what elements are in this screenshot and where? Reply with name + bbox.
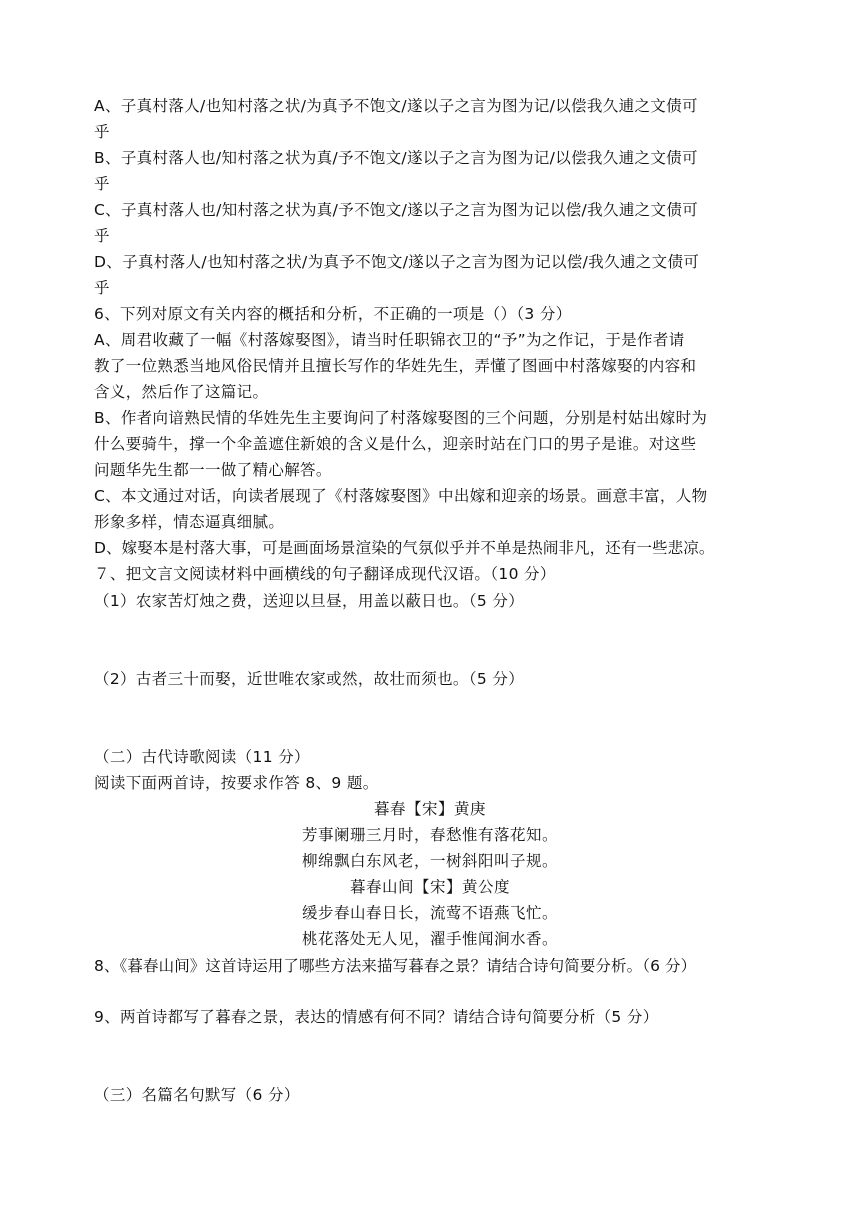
q6-option-a-line1: A、周君收藏了一幅《村落嫁娶图》，请当时任职锦衣卫的“予”为之作记，于是作者请: [94, 331, 685, 349]
q9-stem: 9、两首诗都写了暮春之景，表达的情感有何不同？请结合诗句简要分析（5 分）: [94, 1008, 659, 1026]
q5-option-c-line2: 乎: [94, 227, 110, 245]
q5-option-b-line2: 乎: [94, 175, 110, 193]
q7-sentence-1: （1）农家苦灯烛之费，送迎以旦昼，用盖以蔽日也。（5 分）: [94, 592, 525, 610]
q6-option-a-line2: 教了一位熟悉当地风俗民情并且擅长写作的华姓先生，弄懂了图画中村落嫁娶的内容和: [94, 357, 697, 375]
q6-option-b-line3: 问题华先生都一一做了精心解答。: [94, 461, 332, 479]
q6-option-c-line2: 形象多样，情态逼真细腻。: [94, 513, 285, 531]
q5-option-d-line2: 乎: [94, 279, 110, 297]
section2-intro: 阅读下面两首诗，按要求作答 8、9 题。: [94, 774, 379, 792]
q5-option-a-line2: 乎: [94, 123, 110, 141]
poem2-line1: 缓步春山春日长，流莺不语燕飞忙。: [301, 904, 558, 922]
q6-option-b-line2: 什么要骑牛，撑一个伞盖遮住新娘的含义是什么，迎亲时站在门口的男子是谁。对这些: [94, 435, 697, 453]
q7-stem: ７、把文言文阅读材料中画横线的句子翻译成现代汉语。（10 分）: [94, 565, 556, 583]
section2-heading: （二）古代诗歌阅读（11 分）: [94, 748, 310, 766]
q7-sentence-2: （2）古者三十而娶，近世唯农家或然，故壮而须也。（5 分）: [94, 670, 525, 688]
q5-option-c-line1: C、子真村落人也/知村落之状为真/予不饱文/遂以子之言为图为记以偿/我久逋之文债可: [94, 201, 699, 219]
section3-heading: （三）名篇名句默写（6 分）: [94, 1086, 300, 1104]
q5-option-d-line1: D、子真村落人/也知村落之状/为真予不饱文/遂以子之言为图为记以偿/我久逋之文债可: [94, 253, 700, 271]
q5-option-b-line1: B、子真村落人也/知村落之状为真/予不饱文/遂以子之言为图为记/以偿我久逋之文债可: [94, 149, 698, 167]
q8-stem: 8、《暮春山间》这首诗运用了哪些方法来描写暮春之景？请结合诗句简要分析。（6 分）: [94, 957, 697, 975]
q6-stem: 6、下列对原文有关内容的概括和分析，不正确的一项是（）（3 分）: [94, 305, 572, 323]
q5-option-a-line1: A、子真村落人/也知村落之状/为真予不饱文/遂以子之言为图为记/以偿我久逋之文债可: [94, 97, 698, 115]
poem1-line2: 柳绵飘白东风老，一树斜阳叫子规。: [301, 852, 558, 870]
q6-option-b-line1: B、作者向谙熟民情的华姓先生主要询问了村落嫁娶图的三个问题，分别是村姑出嫁时为: [94, 409, 708, 427]
q6-option-c-line1: C、本文通过对话，向读者展现了《村落嫁娶图》中出嫁和迎亲的场景。画意丰富，人物: [94, 487, 708, 505]
poem2-title: 暮春山间【宋】黄公度: [349, 878, 510, 896]
poem1-title: 暮春【宋】黄庚: [373, 800, 486, 818]
q6-option-d-line1: D、嫁娶本是村落大事，可是画面场景渲染的气氛似乎并不单是热闹非凡，还有一些悲凉。: [94, 539, 715, 557]
poem2-line2: 桃花落处无人见，濯手惟闻涧水香。: [301, 930, 558, 948]
q6-option-a-line3: 含义，然后作了这篇记。: [94, 383, 269, 401]
poem1-line1: 芳事阑珊三月时，春愁惟有落花知。: [301, 826, 558, 844]
